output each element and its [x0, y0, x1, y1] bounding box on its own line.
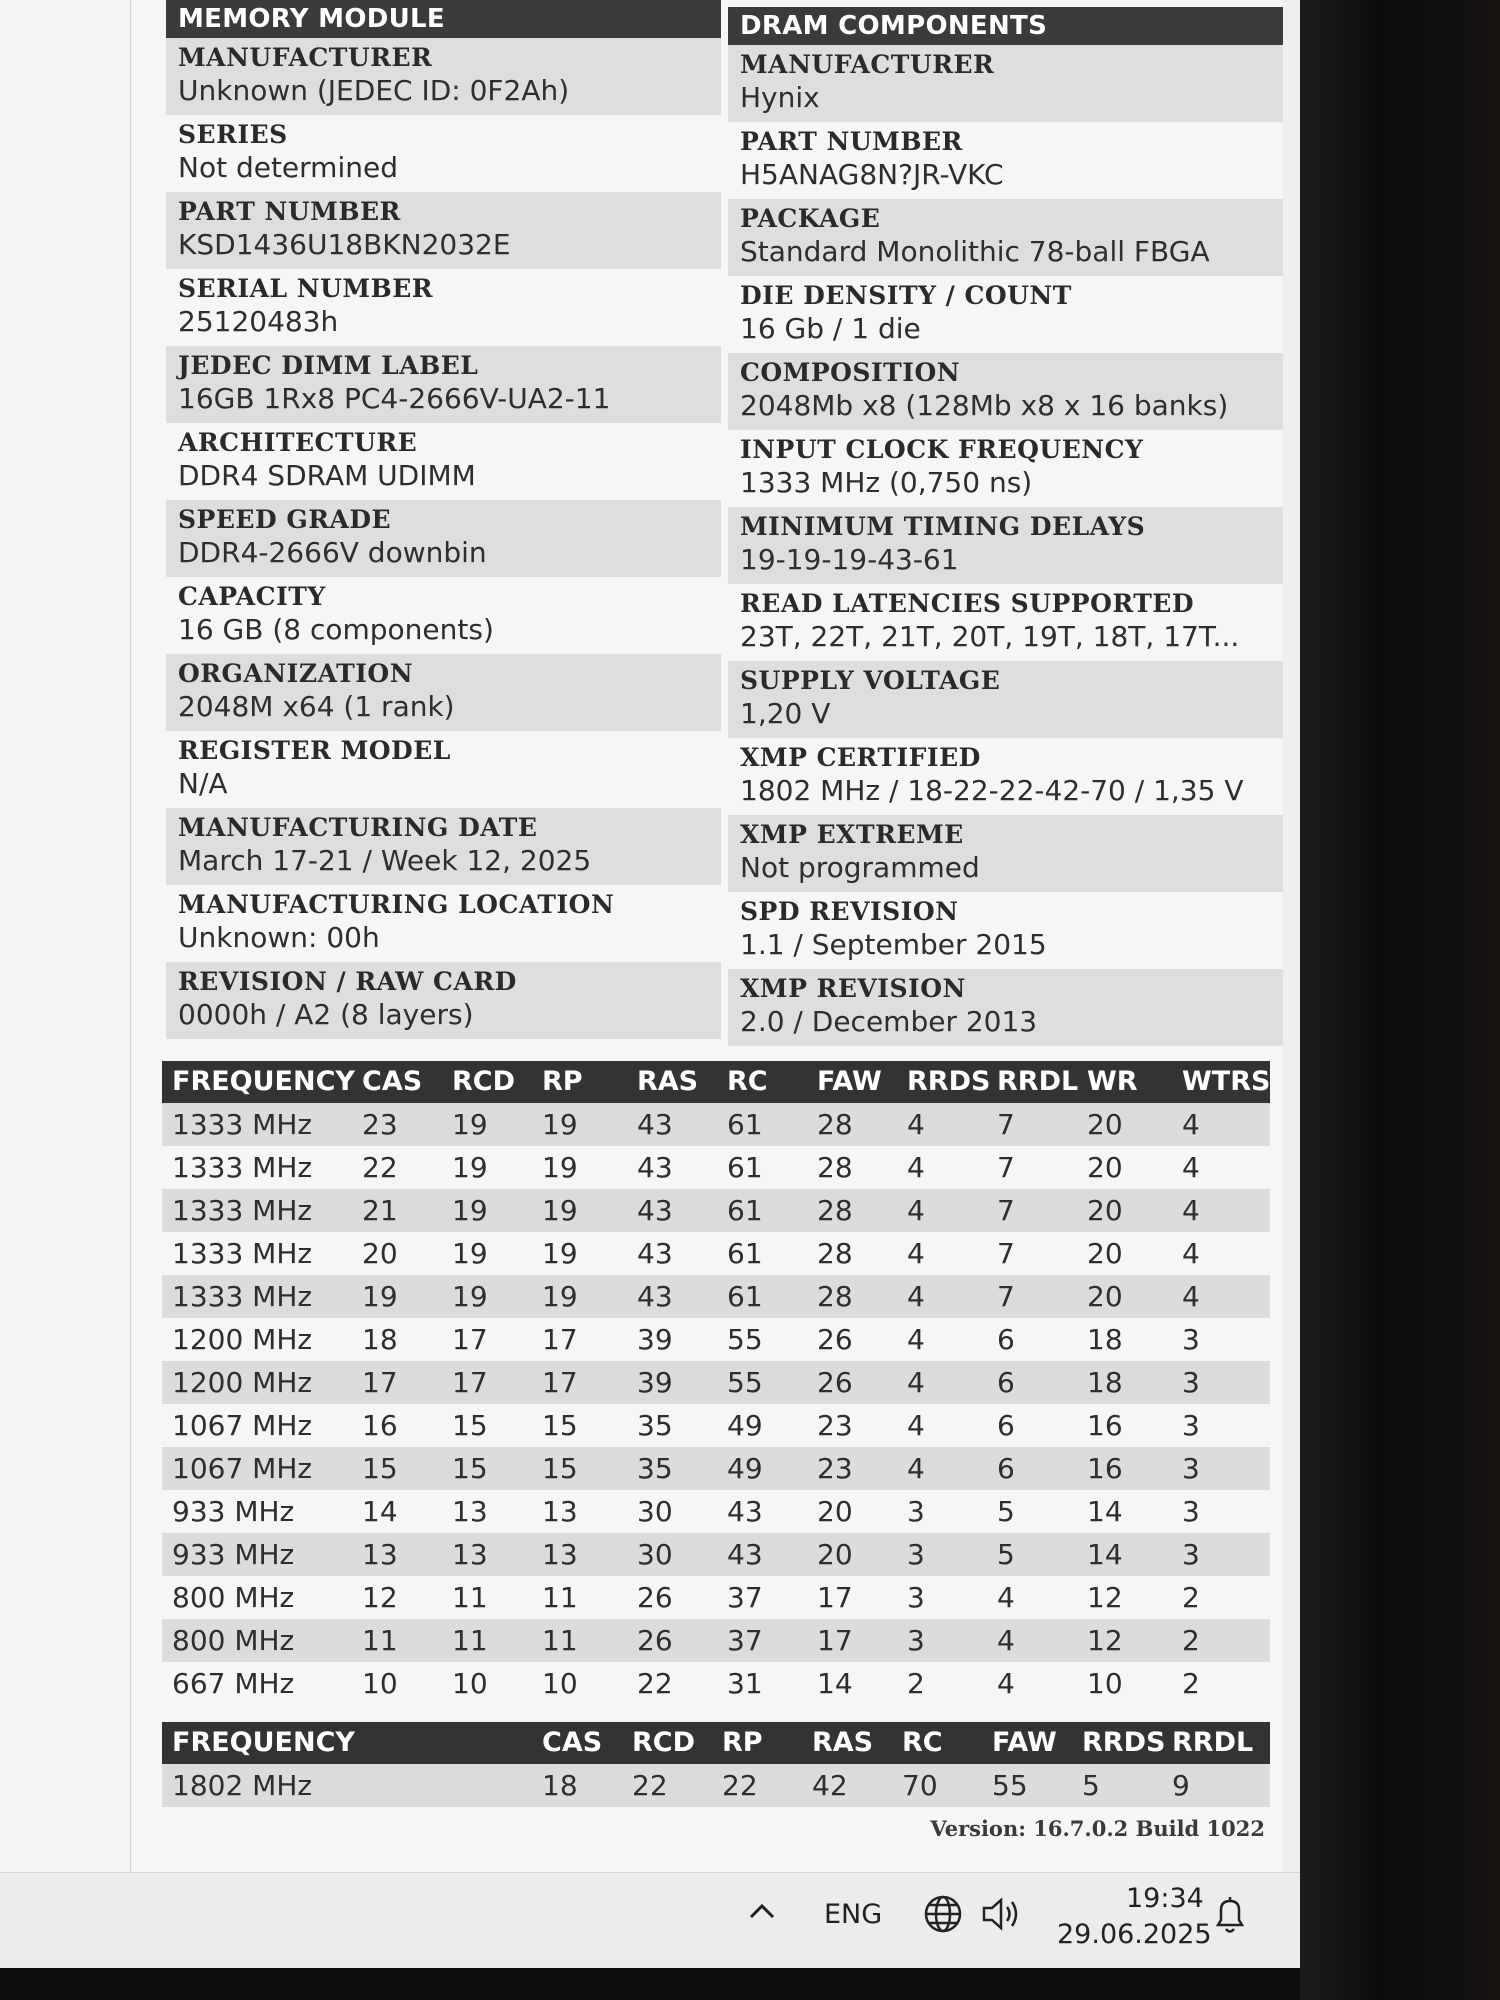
- table-cell: 4: [997, 1624, 1015, 1657]
- field-label: ORGANIZATION: [178, 659, 414, 688]
- field-label: XMP CERTIFIED: [740, 743, 981, 772]
- column-header: FREQUENCY: [172, 1066, 355, 1097]
- field-row: [728, 430, 1283, 507]
- field-value: KSD1436U18BKN2032E: [178, 228, 511, 261]
- table-cell: 933 MHz: [172, 1538, 295, 1571]
- table-cell: 61: [727, 1108, 763, 1141]
- table-cell: 26: [817, 1366, 853, 1399]
- globe-icon[interactable]: [922, 1893, 964, 1939]
- table-cell: 21: [362, 1194, 398, 1227]
- field-row: [166, 269, 721, 346]
- table-cell: 37: [727, 1624, 763, 1657]
- field-value: 25120483h: [178, 305, 339, 338]
- table-row: [162, 1361, 1270, 1404]
- field-label: REGISTER MODEL: [178, 736, 451, 765]
- table-cell: 55: [992, 1769, 1028, 1802]
- field-label: SERIES: [178, 120, 288, 149]
- table-cell: 22: [632, 1769, 668, 1802]
- table-cell: 933 MHz: [172, 1495, 295, 1528]
- field-value: DDR4-2666V downbin: [178, 536, 487, 569]
- table-cell: 10: [452, 1667, 488, 1700]
- table-cell: 2: [907, 1667, 925, 1700]
- table-cell: 43: [637, 1108, 673, 1141]
- table-cell: 4: [997, 1581, 1015, 1614]
- table-cell: 28: [817, 1280, 853, 1313]
- table-cell: 19: [542, 1194, 578, 1227]
- field-label: MANUFACTURER: [740, 50, 995, 79]
- table-cell: 6: [997, 1452, 1015, 1485]
- table-cell: 17: [817, 1581, 853, 1614]
- table-cell: 12: [1087, 1624, 1123, 1657]
- field-row: [166, 500, 721, 577]
- table-cell: 16: [362, 1409, 398, 1442]
- table-cell: 1333 MHz: [172, 1108, 313, 1141]
- field-label: READ LATENCIES SUPPORTED: [740, 589, 1195, 618]
- field-row: [166, 808, 721, 885]
- field-value: Not programmed: [740, 851, 980, 884]
- table-cell: 1333 MHz: [172, 1280, 313, 1313]
- column-header: WR: [1087, 1066, 1138, 1097]
- field-row: [728, 892, 1283, 969]
- table-cell: 28: [817, 1237, 853, 1270]
- field-label: XMP EXTREME: [740, 820, 964, 849]
- field-label: DIE DENSITY / COUNT: [740, 281, 1072, 310]
- table-cell: 4: [907, 1366, 925, 1399]
- table-cell: 19: [452, 1194, 488, 1227]
- field-row: [728, 122, 1283, 199]
- left-pane: [0, 0, 131, 1872]
- clock-time[interactable]: 19:34: [1126, 1883, 1204, 1914]
- table-cell: 23: [817, 1409, 853, 1442]
- table-cell: 4: [907, 1323, 925, 1356]
- field-value: 1333 MHz (0,750 ns): [740, 466, 1033, 499]
- table-header: [162, 1722, 1270, 1764]
- table-cell: 5: [997, 1495, 1015, 1528]
- table-cell: 61: [727, 1194, 763, 1227]
- table-cell: 22: [722, 1769, 758, 1802]
- table-cell: 23: [817, 1452, 853, 1485]
- table-cell: 9: [1172, 1769, 1190, 1802]
- field-row: [728, 969, 1283, 1046]
- table-cell: 55: [727, 1366, 763, 1399]
- table-row: [162, 1490, 1270, 1533]
- field-label: PART NUMBER: [178, 197, 401, 226]
- field-label: PART NUMBER: [740, 127, 963, 156]
- table-row: [162, 1662, 1270, 1705]
- field-row: [728, 199, 1283, 276]
- field-value: 1802 MHz / 18-22-22-42-70 / 1,35 V: [740, 774, 1244, 807]
- table-cell: 43: [637, 1280, 673, 1313]
- table-cell: 11: [542, 1581, 578, 1614]
- table-row: [162, 1764, 1270, 1807]
- table-cell: 49: [727, 1452, 763, 1485]
- clock-date[interactable]: 29.06.2025: [1057, 1919, 1212, 1950]
- table-cell: 1067 MHz: [172, 1452, 313, 1485]
- table-cell: 13: [542, 1538, 578, 1571]
- field-value: Hynix: [740, 81, 820, 114]
- column-header: WTRS: [1182, 1066, 1271, 1097]
- field-label: REVISION / RAW CARD: [178, 967, 517, 996]
- field-value: N/A: [178, 767, 228, 800]
- column-header: RAS: [812, 1727, 874, 1758]
- column-header: CAS: [362, 1066, 423, 1097]
- table-cell: 10: [362, 1667, 398, 1700]
- table-cell: 4: [1182, 1108, 1200, 1141]
- table-cell: 14: [817, 1667, 853, 1700]
- table-cell: 18: [362, 1323, 398, 1356]
- field-label: SPD REVISION: [740, 897, 959, 926]
- dram-components-section: [728, 7, 1283, 1046]
- table-cell: 3: [907, 1581, 925, 1614]
- memory-module-section: [166, 0, 721, 1039]
- table-cell: 2: [1182, 1581, 1200, 1614]
- field-value: 2048M x64 (1 rank): [178, 690, 455, 723]
- field-label: PACKAGE: [740, 204, 881, 233]
- table-cell: 14: [1087, 1495, 1123, 1528]
- column-header: RCD: [452, 1066, 516, 1097]
- table-cell: 12: [1087, 1581, 1123, 1614]
- column-header: RC: [902, 1727, 943, 1758]
- table-cell: 3: [1182, 1538, 1200, 1571]
- table-header: [162, 1061, 1270, 1103]
- table-cell: 30: [637, 1495, 673, 1528]
- table-row: [162, 1404, 1270, 1447]
- table-cell: 7: [997, 1108, 1015, 1141]
- table-cell: 19: [452, 1237, 488, 1270]
- table-cell: 2: [1182, 1667, 1200, 1700]
- table-cell: 61: [727, 1237, 763, 1270]
- table-cell: 667 MHz: [172, 1667, 295, 1700]
- table-cell: 26: [637, 1624, 673, 1657]
- field-row: [728, 661, 1283, 738]
- table-cell: 3: [907, 1538, 925, 1571]
- field-label: INPUT CLOCK FREQUENCY: [740, 435, 1144, 464]
- field-value: Unknown (JEDEC ID: 0F2Ah): [178, 74, 570, 107]
- table-cell: 19: [362, 1280, 398, 1313]
- field-row: [728, 507, 1283, 584]
- table-cell: 6: [997, 1409, 1015, 1442]
- table-cell: 1333 MHz: [172, 1151, 313, 1184]
- field-value: DDR4 SDRAM UDIMM: [178, 459, 476, 492]
- table-cell: 4: [907, 1108, 925, 1141]
- table-cell: 31: [727, 1667, 763, 1700]
- table-cell: 20: [362, 1237, 398, 1270]
- table-cell: 15: [542, 1409, 578, 1442]
- table-cell: 17: [452, 1323, 488, 1356]
- field-value: 1.1 / September 2015: [740, 928, 1047, 961]
- field-value: 1,20 V: [740, 697, 831, 730]
- table-cell: 2: [1182, 1624, 1200, 1657]
- table-cell: 22: [362, 1151, 398, 1184]
- field-row: [166, 577, 721, 654]
- table-cell: 4: [907, 1151, 925, 1184]
- column-header: FAW: [817, 1066, 882, 1097]
- table-cell: 39: [637, 1366, 673, 1399]
- table-cell: 20: [1087, 1237, 1123, 1270]
- table-cell: 55: [727, 1323, 763, 1356]
- table-cell: 5: [1082, 1769, 1100, 1802]
- table-cell: 4: [907, 1409, 925, 1442]
- table-cell: 17: [542, 1366, 578, 1399]
- field-row: [166, 731, 721, 808]
- field-row: [166, 654, 721, 731]
- table-cell: 26: [817, 1323, 853, 1356]
- dram-components-header: DRAM COMPONENTS: [728, 7, 1283, 45]
- table-cell: 16: [1087, 1409, 1123, 1442]
- monitor-bezel-bottom: [0, 1968, 1300, 2000]
- field-value: 23T, 22T, 21T, 20T, 19T, 18T, 17T...: [740, 620, 1240, 653]
- table-cell: 15: [362, 1452, 398, 1485]
- table-cell: 70: [902, 1769, 938, 1802]
- table-cell: 22: [637, 1667, 673, 1700]
- column-header: RRDS: [1082, 1727, 1166, 1758]
- field-row: [166, 115, 721, 192]
- field-row: [166, 192, 721, 269]
- table-cell: 43: [727, 1495, 763, 1528]
- table-cell: 26: [637, 1581, 673, 1614]
- column-header: FREQUENCY: [172, 1727, 355, 1758]
- field-value: 0000h / A2 (8 layers): [178, 998, 474, 1031]
- table-cell: 28: [817, 1151, 853, 1184]
- table-cell: 4: [997, 1667, 1015, 1700]
- column-header: FAW: [992, 1727, 1057, 1758]
- table-cell: 11: [452, 1624, 488, 1657]
- table-cell: 1200 MHz: [172, 1366, 313, 1399]
- field-label: MANUFACTURER: [178, 43, 433, 72]
- field-value: 16 GB (8 components): [178, 613, 494, 646]
- table-cell: 800 MHz: [172, 1624, 295, 1657]
- table-cell: 13: [452, 1495, 488, 1528]
- field-label: SPEED GRADE: [178, 505, 392, 534]
- table-cell: 3: [1182, 1366, 1200, 1399]
- table-cell: 13: [452, 1538, 488, 1571]
- table-cell: 3: [1182, 1323, 1200, 1356]
- table-cell: 16: [1087, 1452, 1123, 1485]
- table-cell: 4: [907, 1194, 925, 1227]
- table-cell: 30: [637, 1538, 673, 1571]
- table-cell: 18: [542, 1769, 578, 1802]
- field-label: SUPPLY VOLTAGE: [740, 666, 1001, 695]
- table-cell: 7: [997, 1237, 1015, 1270]
- field-label: MINIMUM TIMING DELAYS: [740, 512, 1146, 541]
- table-row: [162, 1447, 1270, 1490]
- table-cell: 14: [1087, 1538, 1123, 1571]
- table-cell: 15: [542, 1452, 578, 1485]
- column-header: RP: [722, 1727, 763, 1758]
- table-cell: 1200 MHz: [172, 1323, 313, 1356]
- field-value: Not determined: [178, 151, 398, 184]
- column-header: RAS: [637, 1066, 699, 1097]
- table-cell: 20: [817, 1538, 853, 1571]
- table-cell: 1802 MHz: [172, 1769, 313, 1802]
- table-cell: 3: [1182, 1452, 1200, 1485]
- table-cell: 13: [542, 1495, 578, 1528]
- table-row: [162, 1533, 1270, 1576]
- table-row: [162, 1146, 1270, 1189]
- field-row: [728, 45, 1283, 122]
- field-row: [166, 885, 721, 962]
- field-value: 2.0 / December 2013: [740, 1005, 1038, 1038]
- table-cell: 20: [1087, 1151, 1123, 1184]
- table-cell: 14: [362, 1495, 398, 1528]
- table-cell: 19: [542, 1108, 578, 1141]
- table-cell: 37: [727, 1581, 763, 1614]
- table-cell: 43: [727, 1538, 763, 1571]
- language-indicator[interactable]: ENG: [824, 1899, 883, 1930]
- table-cell: 20: [1087, 1194, 1123, 1227]
- table-cell: 19: [452, 1280, 488, 1313]
- table-cell: 6: [997, 1323, 1015, 1356]
- taskbar: [0, 1872, 1300, 1969]
- speaker-icon[interactable]: [980, 1893, 1024, 1939]
- table-row: [162, 1576, 1270, 1619]
- field-label: CAPACITY: [178, 582, 326, 611]
- table-cell: 12: [362, 1581, 398, 1614]
- field-label: SERIAL NUMBER: [178, 274, 434, 303]
- table-cell: 1333 MHz: [172, 1237, 313, 1270]
- table-cell: 18: [1087, 1366, 1123, 1399]
- field-value: March 17-21 / Week 12, 2025: [178, 844, 592, 877]
- table-cell: 17: [362, 1366, 398, 1399]
- table-cell: 19: [452, 1151, 488, 1184]
- table-cell: 4: [1182, 1237, 1200, 1270]
- table-cell: 10: [542, 1667, 578, 1700]
- bell-icon[interactable]: [1212, 1893, 1248, 1941]
- monitor-bezel: [1300, 0, 1500, 2000]
- field-value: H5ANAG8N?JR-VKC: [740, 158, 1004, 191]
- field-row: [166, 423, 721, 500]
- table-cell: 19: [452, 1108, 488, 1141]
- column-header: RRDL: [1172, 1727, 1254, 1758]
- column-header: RC: [727, 1066, 768, 1097]
- memory-module-header: MEMORY MODULE: [166, 0, 721, 38]
- table-cell: 10: [1087, 1667, 1123, 1700]
- table-cell: 43: [637, 1194, 673, 1227]
- chevron-up-icon[interactable]: [748, 1901, 776, 1925]
- table-cell: 35: [637, 1452, 673, 1485]
- table-row: [162, 1103, 1270, 1146]
- table-cell: 3: [907, 1495, 925, 1528]
- table-cell: 23: [362, 1108, 398, 1141]
- table-cell: 17: [542, 1323, 578, 1356]
- table-cell: 28: [817, 1108, 853, 1141]
- field-row: [728, 353, 1283, 430]
- column-header: RRDS: [907, 1066, 991, 1097]
- table-cell: 15: [452, 1452, 488, 1485]
- table-cell: 39: [637, 1323, 673, 1356]
- field-value: 16GB 1Rx8 PC4-2666V-UA2-11: [178, 382, 611, 415]
- table-cell: 7: [997, 1151, 1015, 1184]
- column-header: RCD: [632, 1727, 696, 1758]
- table-cell: 17: [452, 1366, 488, 1399]
- table-row: [162, 1232, 1270, 1275]
- table-cell: 5: [997, 1538, 1015, 1571]
- field-value: 19-19-19-43-61: [740, 543, 959, 576]
- field-label: XMP REVISION: [740, 974, 966, 1003]
- table-cell: 3: [907, 1624, 925, 1657]
- version-label: Version: 16.7.0.2 Build 1022: [930, 1816, 1265, 1841]
- table-cell: 49: [727, 1409, 763, 1442]
- table-cell: 3: [1182, 1409, 1200, 1442]
- field-label: COMPOSITION: [740, 358, 961, 387]
- table-cell: 4: [907, 1237, 925, 1270]
- table-cell: 7: [997, 1280, 1015, 1313]
- field-row: [728, 276, 1283, 353]
- field-value: 16 Gb / 1 die: [740, 312, 921, 345]
- field-row: [166, 346, 721, 423]
- table-row: [162, 1619, 1270, 1662]
- field-value: 2048Mb x8 (128Mb x8 x 16 banks): [740, 389, 1229, 422]
- table-cell: 19: [542, 1237, 578, 1270]
- table-cell: 6: [997, 1366, 1015, 1399]
- field-label: MANUFACTURING DATE: [178, 813, 538, 842]
- field-value: Standard Monolithic 78-ball FBGA: [740, 235, 1210, 268]
- table-cell: 28: [817, 1194, 853, 1227]
- table-row: [162, 1189, 1270, 1232]
- field-value: Unknown: 00h: [178, 921, 380, 954]
- table-cell: 19: [542, 1151, 578, 1184]
- field-row: [728, 584, 1283, 661]
- table-cell: 7: [997, 1194, 1015, 1227]
- table-cell: 4: [907, 1280, 925, 1313]
- table-cell: 18: [1087, 1323, 1123, 1356]
- table-cell: 11: [362, 1624, 398, 1657]
- table-cell: 61: [727, 1280, 763, 1313]
- field-label: JEDEC DIMM LABEL: [178, 351, 479, 380]
- field-row: [728, 815, 1283, 892]
- table-cell: 11: [452, 1581, 488, 1614]
- column-header: RP: [542, 1066, 583, 1097]
- table-cell: 800 MHz: [172, 1581, 295, 1614]
- column-header: CAS: [542, 1727, 603, 1758]
- table-cell: 13: [362, 1538, 398, 1571]
- table-cell: 20: [1087, 1280, 1123, 1313]
- field-row: [166, 38, 721, 115]
- column-header: RRDL: [997, 1066, 1079, 1097]
- table-cell: 20: [817, 1495, 853, 1528]
- table-cell: 43: [637, 1151, 673, 1184]
- table-cell: 4: [907, 1452, 925, 1485]
- table-cell: 42: [812, 1769, 848, 1802]
- table-cell: 43: [637, 1237, 673, 1270]
- table-row: [162, 1275, 1270, 1318]
- table-cell: 35: [637, 1409, 673, 1442]
- table-cell: 61: [727, 1151, 763, 1184]
- field-row: [166, 962, 721, 1039]
- table-cell: 20: [1087, 1108, 1123, 1141]
- table-cell: 17: [817, 1624, 853, 1657]
- table-cell: 11: [542, 1624, 578, 1657]
- table-cell: 4: [1182, 1151, 1200, 1184]
- table-cell: 4: [1182, 1194, 1200, 1227]
- table-cell: 3: [1182, 1495, 1200, 1528]
- table-cell: 19: [542, 1280, 578, 1313]
- field-label: ARCHITECTURE: [178, 428, 418, 457]
- table-cell: 4: [1182, 1280, 1200, 1313]
- field-label: MANUFACTURING LOCATION: [178, 890, 615, 919]
- field-row: [728, 738, 1283, 815]
- table-row: [162, 1318, 1270, 1361]
- table-cell: 1067 MHz: [172, 1409, 313, 1442]
- table-cell: 1333 MHz: [172, 1194, 313, 1227]
- table-cell: 15: [452, 1409, 488, 1442]
